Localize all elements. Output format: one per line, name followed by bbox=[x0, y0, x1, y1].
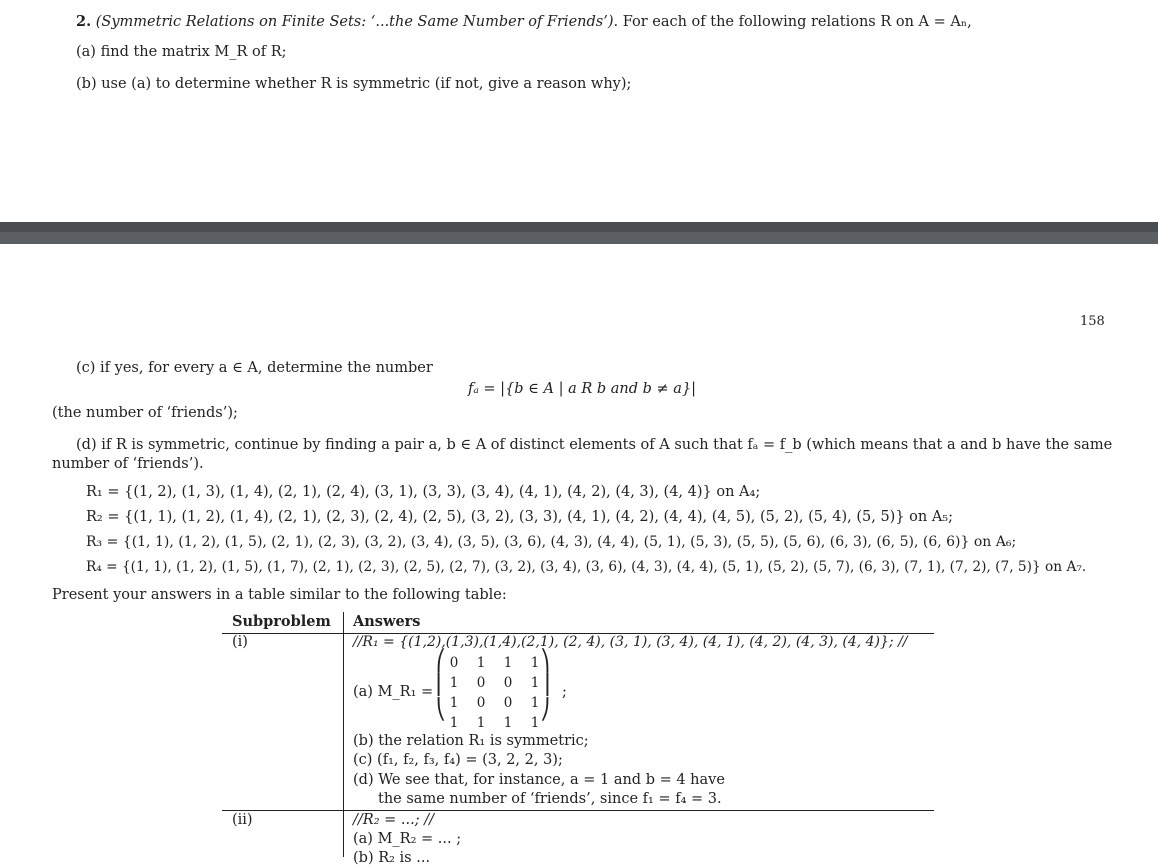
part-b: (b) use (a) to determine whether R is symmetric (if not, give a reason why); bbox=[76, 76, 632, 92]
part-d-line2: number of ‘friends’). bbox=[52, 456, 204, 472]
page-number: 158 bbox=[1080, 314, 1105, 329]
matrix-cell: 1 bbox=[449, 695, 459, 711]
matrix-cell: 1 bbox=[530, 655, 540, 671]
relation-r3: R₃ = {(1, 1), (1, 2), (1, 5), (2, 1), (2, 3), (3, 2), (3, 4), (3, 5), (3, 6), (4, 3), (4, 4), (5, 1), (5, 3), (5, 5), (5, 6), (6, 3), (6, 5), (6, 6)} on A₆; bbox=[86, 534, 1017, 550]
matrix-left-paren: ⎛ bbox=[436, 648, 446, 672]
matrix-cell: 1 bbox=[503, 715, 513, 731]
matrix-cell: 1 bbox=[503, 655, 513, 671]
friends-note: (the number of ‘friends’); bbox=[52, 405, 238, 421]
column-rule bbox=[343, 612, 344, 857]
row1-a-label: (a) M_R₁ = bbox=[353, 684, 434, 700]
matrix-right-paren-bot: ⎠ bbox=[540, 697, 550, 721]
page-top bbox=[0, 0, 1158, 222]
matrix-cell: 0 bbox=[476, 675, 486, 691]
problem-title: (Symmetric Relations on Finite Sets: ‘...the Same Number of Friends’). bbox=[95, 14, 619, 30]
matrix-cell: 1 bbox=[530, 715, 540, 731]
problem-intro: For each of the following relations R on A = Aₙ, bbox=[622, 14, 972, 30]
part-d-line1: (d) if R is symmetric, continue by finding a pair a, b ∈ A of distinct elements of A such that fₐ = f_b (which means that a and b have the same bbox=[76, 437, 1113, 453]
matrix-cell: 1 bbox=[476, 655, 486, 671]
matrix-cell: 1 bbox=[476, 715, 486, 731]
row2-b-partial: (b) R₂ is ... bbox=[353, 850, 431, 866]
matrix-left-paren-bot: ⎝ bbox=[436, 697, 446, 721]
row1-c: (c) (f₁, f₂, f₃, f₄) = (3, 2, 2, 3); bbox=[353, 752, 563, 768]
friends-formula: fₐ = |{b ∈ A | a R b and b ≠ a}| bbox=[468, 381, 697, 397]
header-answers: Answers bbox=[353, 613, 421, 630]
row2-a: (a) M_R₂ = ... ; bbox=[353, 831, 462, 847]
row-rule bbox=[222, 810, 934, 811]
header-subproblem: Subproblem bbox=[232, 613, 331, 630]
matrix-right-paren: ⎞ bbox=[540, 648, 550, 672]
matrix-right-paren-mid: ⎟ bbox=[540, 672, 550, 696]
row1-subproblem: (i) bbox=[232, 634, 248, 650]
matrix-cell: 0 bbox=[503, 695, 513, 711]
matrix-cell: 0 bbox=[503, 675, 513, 691]
row1-d-line2: the same number of ‘friends’, since f₁ = f₄ = 3. bbox=[378, 791, 722, 807]
matrix-cell: 0 bbox=[449, 655, 459, 671]
matrix-cell: 1 bbox=[449, 715, 459, 731]
relation-r2: R₂ = {(1, 1), (1, 2), (1, 4), (2, 1), (2, 3), (2, 4), (2, 5), (3, 2), (3, 3), (4, 1), (4, 2), (4, 4), (4, 5), (5, 2), (5, 4), (5, 5)} on A₅; bbox=[86, 509, 954, 525]
page-bottom bbox=[0, 244, 1158, 857]
row2-subproblem: (ii) bbox=[232, 812, 253, 828]
relation-r4: R₄ = {(1, 1), (1, 2), (1, 5), (1, 7), (2, 1), (2, 3), (2, 5), (2, 7), (3, 2), (3, 4), (3, 6), (4, 3), (4, 4), (5, 1), (5, 2), (5, 7), (6, 3), (7, 1), (7, 2), (7, 5)} on A₇. bbox=[86, 559, 1087, 575]
part-a: (a) find the matrix M_R of R; bbox=[76, 44, 287, 60]
problem-heading bbox=[76, 13, 972, 30]
matrix-left-paren-mid: ⎜ bbox=[436, 672, 446, 696]
row1-b: (b) the relation R₁ is symmetric; bbox=[353, 733, 589, 749]
matrix-cell: 1 bbox=[449, 675, 459, 691]
row1-a-end: ; bbox=[562, 684, 567, 700]
present-instruction: Present your answers in a table similar to the following table: bbox=[52, 587, 507, 603]
part-c: (c) if yes, for every a ∈ A, determine the number bbox=[76, 360, 433, 376]
problem-number: 2. bbox=[76, 13, 92, 30]
matrix-cell: 1 bbox=[530, 675, 540, 691]
row1-d-line1: (d) We see that, for instance, a = 1 and b = 4 have bbox=[353, 772, 725, 788]
matrix-cell: 1 bbox=[530, 695, 540, 711]
row2-relation: //R₂ = ...; // bbox=[353, 812, 434, 828]
row1-relation: //R₁ = {(1,2),(1,3),(1,4),(2,1), (2, 4), (3, 1), (3, 4), (4, 1), (4, 2), (4, 3), (4, 4)}; // bbox=[353, 634, 908, 650]
matrix-cell: 0 bbox=[476, 695, 486, 711]
relation-r1: R₁ = {(1, 2), (1, 3), (1, 4), (2, 1), (2, 4), (3, 1), (3, 3), (3, 4), (4, 1), (4, 2), (4, 3), (4, 4)} on A₄; bbox=[86, 484, 761, 500]
page-separator-band bbox=[0, 232, 1158, 244]
